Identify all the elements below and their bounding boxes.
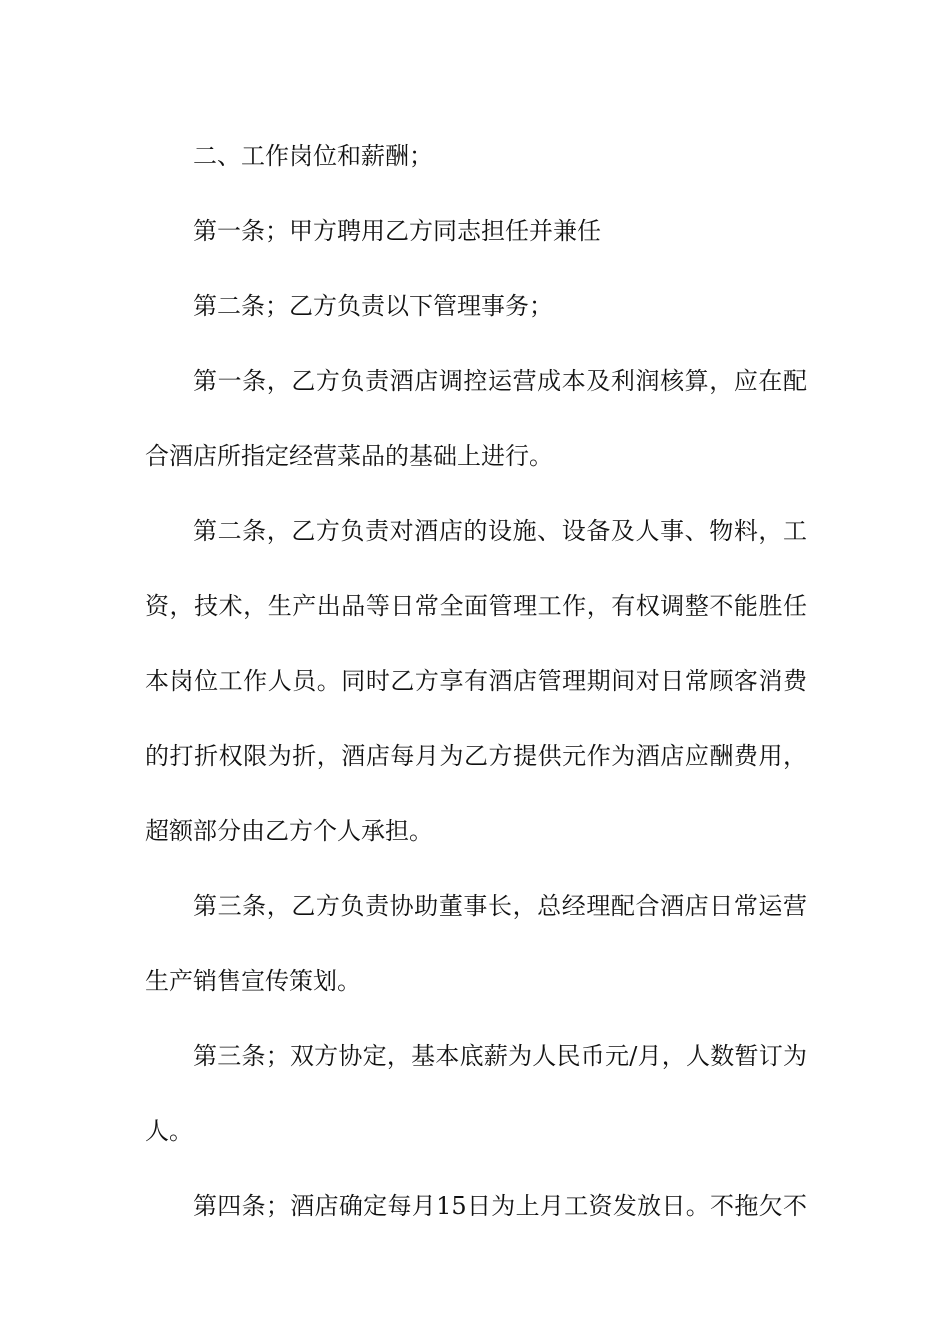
paragraph-line: 第二条；乙方负责以下管理事务； xyxy=(193,292,553,320)
paragraph-line: 人。 xyxy=(145,1117,193,1145)
paragraph-line: 第一条；甲方聘用乙方同志担任并兼任 xyxy=(193,217,601,245)
paragraph-line: 第三条，乙方负责协助董事长，总经理配合酒店日常运营 xyxy=(193,892,807,920)
paragraph-line: 第四条；酒店确定每月15日为上月工资发放日。不拖欠不 xyxy=(193,1192,807,1220)
paragraph-line: 第二条，乙方负责对酒店的设施、设备及人事、物料，工 xyxy=(193,517,807,545)
paragraph-line: 第三条；双方协定，基本底薪为人民币元/月，人数暂订为 xyxy=(193,1042,807,1070)
paragraph-line: 生产销售宣传策划。 xyxy=(145,967,361,995)
document-body xyxy=(145,128,807,1253)
paragraph-line: 本岗位工作人员。同时乙方享有酒店管理期间对日常顾客消费 xyxy=(145,667,807,695)
paragraph-line: 的打折权限为折，酒店每月为乙方提供元作为酒店应酬费用， xyxy=(145,742,807,770)
paragraph-line: 合酒店所指定经营菜品的基础上进行。 xyxy=(145,442,553,470)
paragraph-line: 超额部分由乙方个人承担。 xyxy=(145,817,433,845)
section-heading: 二、工作岗位和薪酬； xyxy=(193,142,433,170)
paragraph-line: 资，技术，生产出品等日常全面管理工作，有权调整不能胜任 xyxy=(145,592,807,620)
paragraph-line: 第一条，乙方负责酒店调控运营成本及利润核算，应在配 xyxy=(193,367,807,395)
